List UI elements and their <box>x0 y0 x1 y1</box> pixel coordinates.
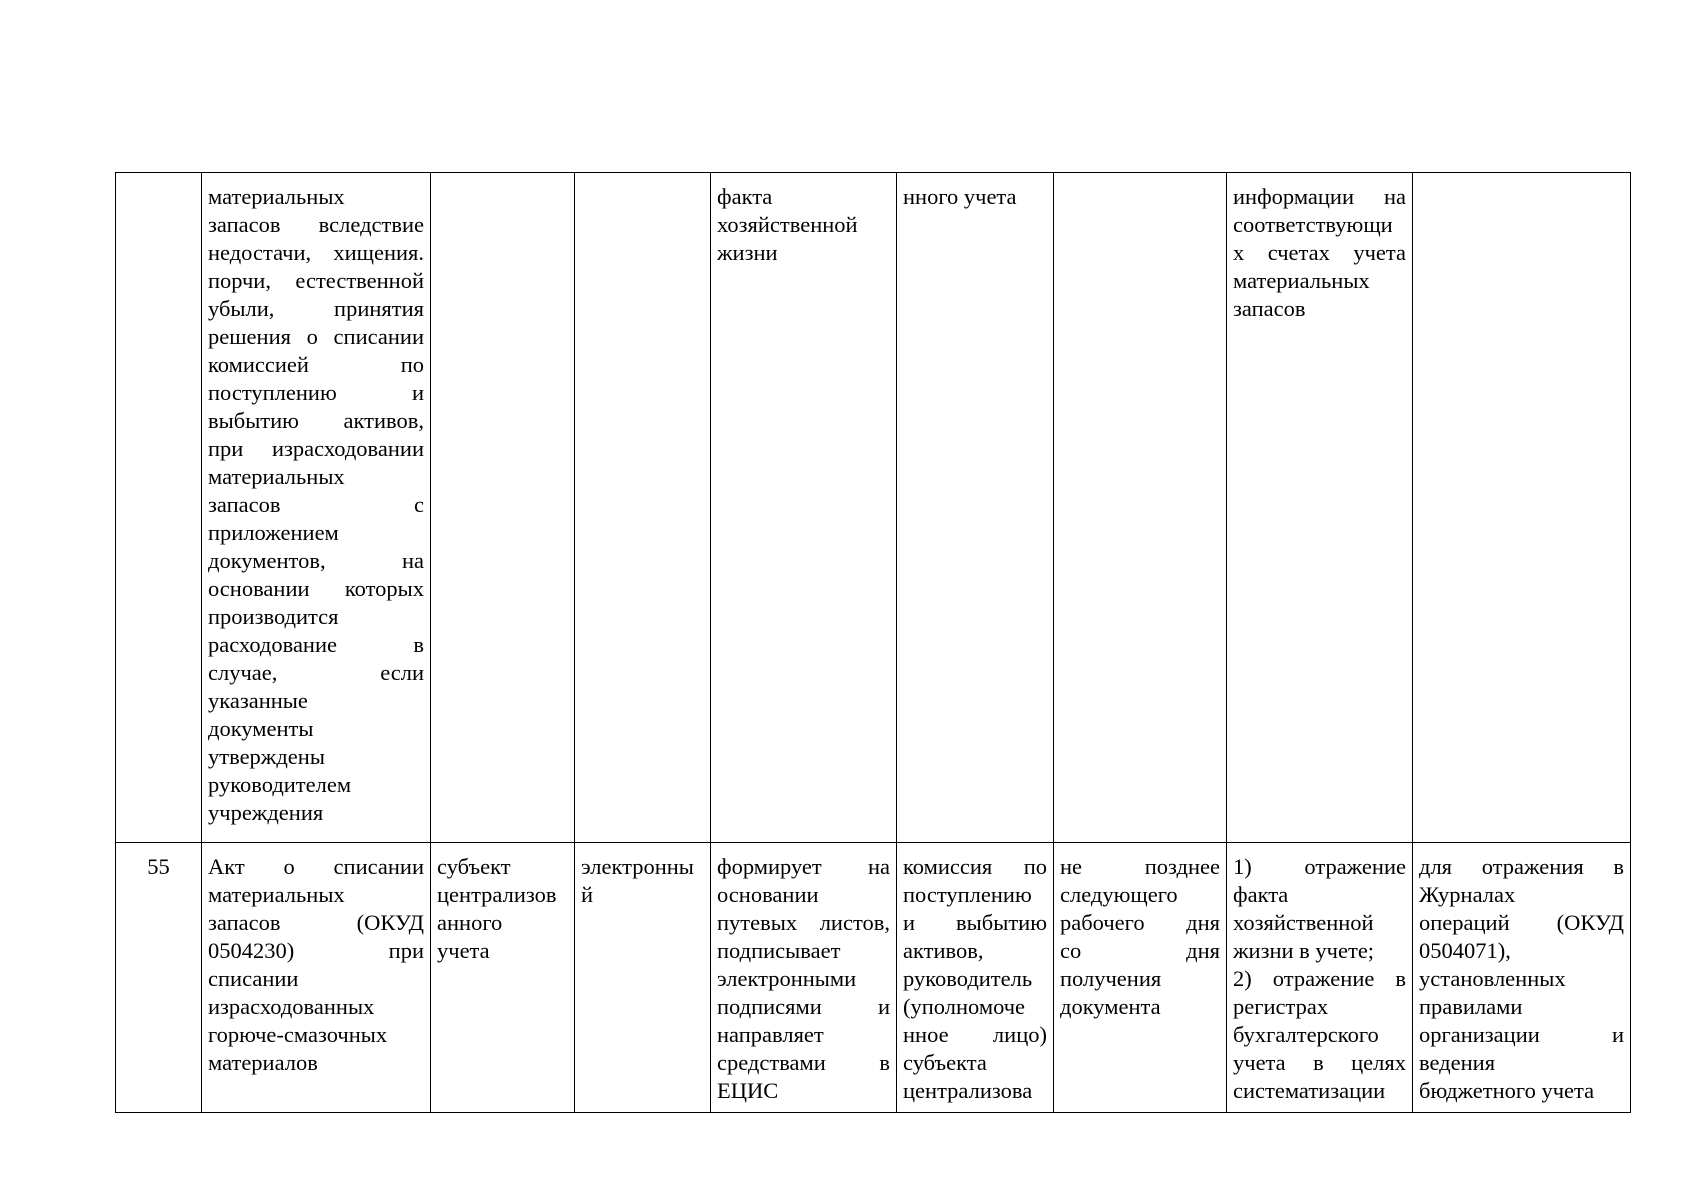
cell-line: учета в целях <box>1233 1050 1406 1075</box>
cell-line: ЕЦИС <box>717 1078 779 1103</box>
cell-line: указанные <box>208 688 308 713</box>
cell-line: расходование в <box>208 632 424 657</box>
cell-line: субъект <box>437 854 511 879</box>
cell-line: субъекта <box>903 1050 987 1075</box>
deadline-cell <box>1054 173 1227 843</box>
cell-line: запасов <box>1233 296 1306 321</box>
signer-text <box>903 183 1047 211</box>
cell-line: хозяйственной <box>1233 910 1374 935</box>
cell-line: путевых листов, <box>717 910 890 935</box>
cell-line: материальных <box>208 184 345 209</box>
cell-line: (уполномоче <box>903 994 1026 1019</box>
cell-line: подписями и <box>717 994 890 1019</box>
cell-line: при израсходовании <box>208 436 424 461</box>
cell-line: материальных <box>208 464 345 489</box>
cell-line: учреждения <box>208 800 324 825</box>
cell-line: материальных <box>1233 268 1370 293</box>
cell-line: установленных <box>1419 966 1566 991</box>
cell-line: бухгалтерского <box>1233 1022 1379 1047</box>
cell-line: соответствующи <box>1233 212 1393 237</box>
responsible-cell <box>431 843 575 1113</box>
cell-line: й <box>581 882 594 907</box>
cell-line: основании которых <box>208 576 424 601</box>
cell-line: 0504071), <box>1419 938 1511 963</box>
responsible-text <box>437 853 568 965</box>
cell-line: жизни в учете; <box>1233 938 1375 963</box>
cell-line: убыли, принятия <box>208 296 424 321</box>
cell-line: приложением <box>208 520 339 545</box>
cell-line: централизов <box>437 882 557 907</box>
cell-line: электронны <box>581 854 694 879</box>
deadline-text <box>1060 853 1220 1021</box>
table-row <box>116 843 1631 1113</box>
cell-line: со дня <box>1060 938 1220 963</box>
cell-line: поступлению <box>903 882 1032 907</box>
cell-line: израсходованных <box>208 994 375 1019</box>
cell-line: списании <box>208 966 299 991</box>
cell-line: Журналах <box>1419 882 1516 907</box>
document-name-cell <box>202 843 431 1113</box>
cell-line: решения о списании <box>208 324 424 349</box>
cell-line: подписывает <box>717 938 841 963</box>
cell-line: документа <box>1060 994 1161 1019</box>
signer-cell <box>897 843 1054 1113</box>
cell-line: руководителем <box>208 772 352 797</box>
cell-line: выбытию активов, <box>208 408 424 433</box>
cell-line: случае, если <box>208 660 424 685</box>
cell-line: основании <box>717 882 819 907</box>
cell-line: материальных <box>208 882 345 907</box>
cell-line: документов, на <box>208 548 424 573</box>
cell-line: 1) отражение <box>1233 854 1406 879</box>
cell-line: Акт о списании <box>208 854 424 879</box>
cell-line: регистрах <box>1233 994 1329 1019</box>
signer-cell <box>897 173 1054 843</box>
cell-line: получения <box>1060 966 1162 991</box>
purpose-text <box>1233 853 1406 1105</box>
cell-line: утверждены <box>208 744 325 769</box>
cell-line: бюджетного учета <box>1419 1078 1595 1103</box>
cell-line: запасов (ОКУД <box>208 910 424 935</box>
cell-line: нное лицо) <box>903 1022 1047 1047</box>
cell-line: ведения <box>1419 1050 1496 1075</box>
row-number-cell <box>116 843 202 1113</box>
cell-line: правилами <box>1419 994 1523 1019</box>
cell-line: нного учета <box>903 184 1017 209</box>
procedure-cell <box>711 173 897 843</box>
signer-text <box>903 853 1047 1105</box>
responsible-cell <box>431 173 575 843</box>
document-name-text <box>208 183 424 827</box>
cell-line: 0504230) при <box>208 938 424 963</box>
cell-line: жизни <box>717 240 778 265</box>
cell-line: учета <box>437 938 490 963</box>
usage-text <box>1419 853 1624 1105</box>
cell-line: не позднее <box>1060 854 1220 879</box>
cell-line: недостачи, хищения. <box>208 240 424 265</box>
cell-line: средствами в <box>717 1050 890 1075</box>
cell-line: материалов <box>208 1050 318 1075</box>
cell-line: комиссией по <box>208 352 424 377</box>
procedure-text <box>717 853 890 1105</box>
cell-line: рабочего дня <box>1060 910 1220 935</box>
cell-line: горюче-смазочных <box>208 1022 388 1047</box>
cell-line: факта <box>1233 882 1289 907</box>
document-name-text <box>208 853 424 1077</box>
cell-line: руководитель <box>903 966 1033 991</box>
cell-line: централизова <box>903 1078 1033 1103</box>
deadline-cell <box>1054 843 1227 1113</box>
usage-cell <box>1413 173 1631 843</box>
cell-line: информации на <box>1233 184 1406 209</box>
form-text <box>581 853 704 909</box>
cell-line: активов, <box>903 938 984 963</box>
cell-line: и выбытию <box>903 910 1047 935</box>
cell-line: хозяйственной <box>717 212 858 237</box>
cell-line: документы <box>208 716 314 741</box>
usage-cell <box>1413 843 1631 1113</box>
procedure-cell <box>711 843 897 1113</box>
purpose-text <box>1233 183 1406 323</box>
cell-line: организации и <box>1419 1022 1624 1047</box>
cell-line: формирует на <box>717 854 890 879</box>
cell-line: электронными <box>717 966 857 991</box>
cell-line: поступлению и <box>208 380 424 405</box>
cell-line: 2) отражение в <box>1233 966 1406 991</box>
cell-line: операций (ОКУД <box>1419 910 1624 935</box>
purpose-cell <box>1227 843 1413 1113</box>
form-cell <box>575 173 711 843</box>
cell-line: запасов вследствие <box>208 212 424 237</box>
cell-line: комиссия по <box>903 854 1047 879</box>
cell-line: запасов с <box>208 492 424 517</box>
table-row <box>116 173 1631 843</box>
cell-line: следующего <box>1060 882 1178 907</box>
row-number-cell <box>116 173 202 843</box>
row-number: 55 <box>147 854 170 879</box>
document-table <box>115 172 1631 1113</box>
cell-line: порчи, естественной <box>208 268 424 293</box>
form-cell <box>575 843 711 1113</box>
cell-line: производится <box>208 604 339 629</box>
cell-line: систематизации <box>1233 1078 1386 1103</box>
document-name-cell <box>202 173 431 843</box>
procedure-text <box>717 183 890 267</box>
cell-line: анного <box>437 910 503 935</box>
cell-line: для отражения в <box>1419 854 1624 879</box>
purpose-cell <box>1227 173 1413 843</box>
cell-line: факта <box>717 184 773 209</box>
cell-line: направляет <box>717 1022 824 1047</box>
cell-line: х счетах учета <box>1233 240 1406 265</box>
